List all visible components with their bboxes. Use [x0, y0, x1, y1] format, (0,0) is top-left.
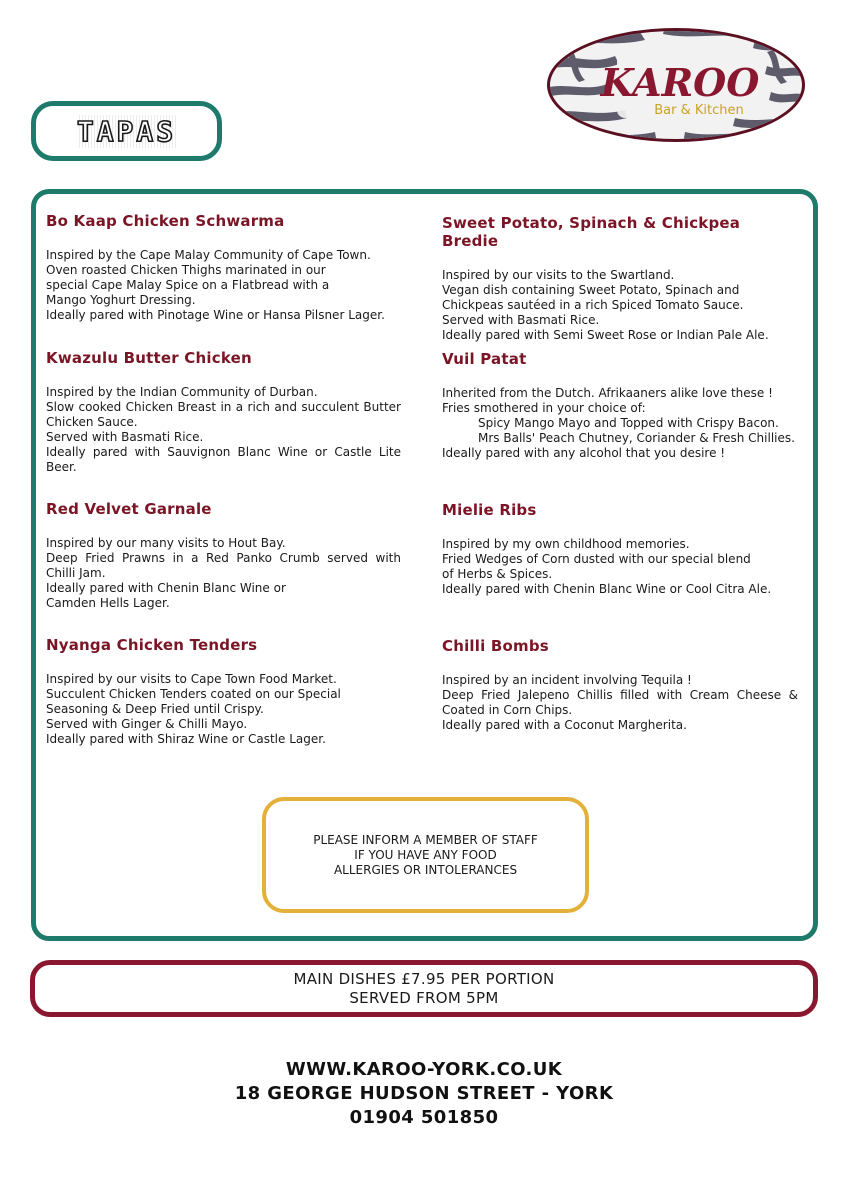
dish-description-line: Fries smothered in your choice of: — [442, 401, 646, 415]
dish-title: Nyanga Chicken Tenders — [46, 636, 258, 654]
phone-number[interactable]: 01904 501850 — [349, 1107, 499, 1128]
dish-description-line: Inspired by an incident involving Tequila ! — [442, 673, 692, 687]
dish-description-line: Coated in Corn Chips. — [442, 703, 573, 717]
price-banner — [30, 960, 818, 1017]
dish-nyanga-chicken-tenders — [46, 636, 401, 747]
allergy-notice-line: IF YOU HAVE ANY FOOD — [354, 847, 497, 862]
dish-description-line: Oven roasted Chicken Thighs marinated in our — [46, 263, 326, 277]
dish-sweet-potato-bredie — [442, 214, 798, 343]
dish-option-line: Spicy Mango Mayo and Topped with Crispy Bacon. — [478, 416, 779, 430]
dish-pairing-line: Ideally pared with a Coconut Margherita. — [442, 718, 687, 732]
dish-description-line: Seasoning & Deep Fried until Crispy. — [46, 702, 264, 716]
dish-description-line: Deep Fried Jalepeno Chillis filled with Cream Cheese & — [442, 688, 798, 702]
dish-title: Kwazulu Butter Chicken — [46, 349, 252, 367]
logo-name: KAROO — [600, 60, 760, 105]
dish-kwazulu-butter-chicken — [46, 349, 401, 475]
dish-pairing-line: Ideally pared with Pinotage Wine or Hansa Pilsner Lager. — [46, 308, 385, 322]
dish-description-line: Inspired by our visits to the Swartland. — [442, 268, 675, 282]
dish-vuil-patat — [442, 350, 798, 461]
dish-description-line: Inspired by our visits to Cape Town Food Market. — [46, 672, 337, 686]
dish-title: Mielie Ribs — [442, 501, 537, 519]
dish-pairing-line: Ideally pared with Chenin Blanc Wine or Cool Citra Ale. — [442, 582, 772, 596]
dish-description-line: Chilli Jam. — [46, 566, 106, 580]
section-title: TAPAS — [76, 114, 177, 148]
dish-description-line: special Cape Malay Spice on a Flatbread with a — [46, 278, 330, 292]
allergy-notice-line: ALLERGIES OR INTOLERANCES — [333, 862, 518, 877]
dish-description-line: Served with Basmati Rice. — [442, 313, 600, 327]
menu-panel — [31, 189, 818, 941]
price-line: MAIN DISHES £7.95 PER PORTION — [293, 969, 555, 988]
karoo-logo — [545, 26, 807, 144]
dish-description-line: Deep Fried Prawns in a Red Panko Crumb served with — [46, 551, 401, 565]
dish-description-line: Chickpeas sautéed in a rich Spiced Tomato Sauce. — [442, 298, 744, 312]
dish-description-line: of Herbs & Spices. — [442, 567, 553, 581]
dish-description-line: Served with Ginger & Chilli Mayo. — [46, 717, 248, 731]
logo-tagline: Bar & Kitchen — [654, 103, 744, 118]
website-link[interactable]: WWW.KAROO-YORK.CO.UK — [285, 1059, 563, 1080]
footer-contact — [0, 1058, 848, 1130]
section-title-box — [31, 101, 222, 161]
dish-pairing-line: Beer. — [46, 460, 77, 474]
allergy-notice-line: PLEASE INFORM A MEMBER OF STAFF — [313, 832, 538, 847]
dish-title: Red Velvet Garnale — [46, 500, 212, 518]
street-address: 18 GEORGE HUDSON STREET - YORK — [234, 1083, 614, 1104]
dish-description-line: Succulent Chicken Tenders coated on our Special — [46, 687, 341, 701]
dish-red-velvet-garnale — [46, 500, 401, 611]
dish-description-line: Mango Yoghurt Dressing. — [46, 293, 196, 307]
dish-description-line: Chicken Sauce. — [46, 415, 138, 429]
dish-description-line: Vegan dish containing Sweet Potato, Spinach and — [442, 283, 740, 297]
dish-description-line: Inherited from the Dutch. Afrikaaners alike love these ! — [442, 386, 773, 400]
dish-pairing-line: Ideally pared with Sauvignon Blanc Wine or Castle Lite — [46, 445, 401, 459]
dish-description-line: Inspired by the Indian Community of Durban. — [46, 385, 318, 399]
dish-title: Chilli Bombs — [442, 637, 549, 655]
dish-description-line: Slow cooked Chicken Breast in a rich and succulent Butter — [46, 400, 401, 414]
dish-description-line: Inspired by my own childhood memories. — [442, 537, 690, 551]
dish-title: Vuil Patat — [442, 350, 527, 368]
dish-mielie-ribs — [442, 501, 798, 597]
dish-pairing-line: Ideally pared with Shiraz Wine or Castle Lager. — [46, 732, 326, 746]
dish-option-line: Mrs Balls' Peach Chutney, Coriander & Fresh Chillies. — [478, 431, 795, 445]
dish-title: Bo Kaap Chicken Schwarma — [46, 212, 285, 230]
dish-pairing-line: Camden Hells Lager. — [46, 596, 170, 610]
dish-description-line: Inspired by the Cape Malay Community of Cape Town. — [46, 248, 371, 262]
dish-pairing-line: Ideally pared with Chenin Blanc Wine or — [46, 581, 286, 595]
dish-pairing-line: Ideally pared with Semi Sweet Rose or Indian Pale Ale. — [442, 328, 769, 342]
dish-description-line: Fried Wedges of Corn dusted with our special blend — [442, 552, 751, 566]
allergy-notice — [262, 797, 589, 913]
serving-time-line: SERVED FROM 5PM — [349, 988, 499, 1007]
dish-chilli-bombs — [442, 637, 798, 733]
dish-title: Sweet Potato, Spinach & Chickpea Bredie — [442, 214, 741, 250]
dish-description-line: Served with Basmati Rice. — [46, 430, 204, 444]
dish-description-line: Inspired by our many visits to Hout Bay. — [46, 536, 286, 550]
dish-bo-kaap-chicken-schwarma — [46, 212, 401, 323]
dish-pairing-line: Ideally pared with any alcohol that you desire ! — [442, 446, 726, 460]
logo-emblem — [545, 26, 807, 144]
